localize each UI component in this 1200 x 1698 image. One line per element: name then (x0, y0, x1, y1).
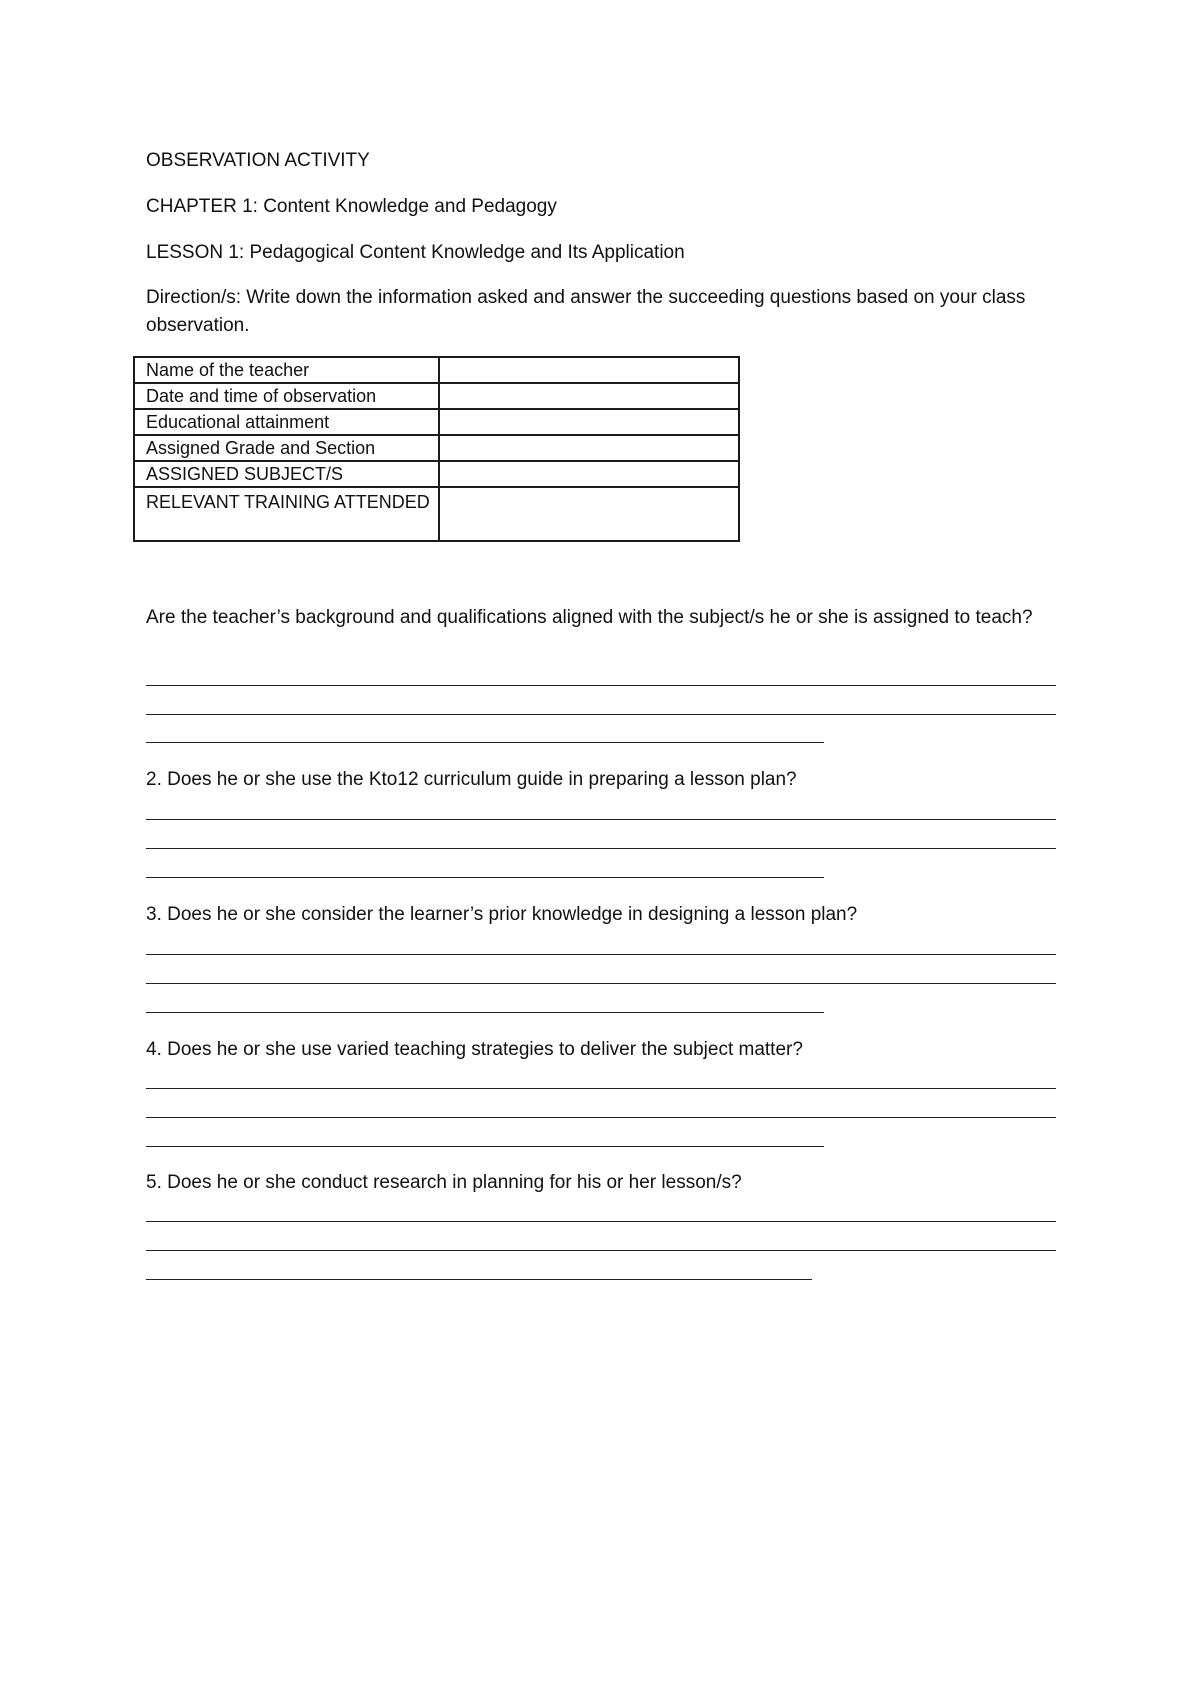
answer-line[interactable] (146, 1221, 1056, 1222)
answer-line[interactable] (146, 1012, 824, 1013)
question-3-text: 3. Does he or she consider the learner’s prior knowledge in designing a lesson plan? (146, 904, 858, 925)
table-row (134, 383, 739, 409)
table-row (134, 461, 739, 487)
row-label: Educational attainment (134, 409, 439, 435)
row-value-field[interactable] (439, 487, 739, 541)
table-row (134, 435, 739, 461)
activity-title: OBSERVATION ACTIVITY (146, 150, 370, 171)
answer-line[interactable] (146, 1088, 1056, 1089)
answer-line[interactable] (146, 742, 824, 743)
answer-line[interactable] (146, 819, 1056, 820)
answer-line[interactable] (146, 714, 1056, 715)
answer-line[interactable] (146, 685, 1056, 686)
question-5-text: 5. Does he or she conduct research in planning for his or her lesson/s? (146, 1172, 742, 1193)
question-4-text: 4. Does he or she use varied teaching strategies to deliver the subject matter? (146, 1039, 803, 1060)
directions-text: Direction/s: Write down the information asked and answer the succeeding questions based on your class observation. (146, 287, 1026, 336)
answer-line[interactable] (146, 1250, 1056, 1251)
row-value-field[interactable] (439, 409, 739, 435)
row-label: Name of the teacher (134, 357, 439, 383)
answer-line[interactable] (146, 954, 1056, 955)
lesson-heading: LESSON 1: Pedagogical Content Knowledge and Its Application (146, 242, 685, 263)
answer-line[interactable] (146, 983, 1056, 984)
question-2-text: 2. Does he or she use the Kto12 curriculum guide in preparing a lesson plan? (146, 769, 797, 790)
answer-line[interactable] (146, 848, 1056, 849)
row-value-field[interactable] (439, 383, 739, 409)
teacher-info-table (133, 356, 740, 542)
row-label: Date and time of observation (134, 383, 439, 409)
question-1-text: Are the teacher’s background and qualifications aligned with the subject/s he or she is assigned to teach? (146, 607, 1033, 628)
answer-line[interactable] (146, 1146, 824, 1147)
answer-line[interactable] (146, 1279, 812, 1280)
table-row (134, 357, 739, 383)
row-value-field[interactable] (439, 357, 739, 383)
row-label: ASSIGNED SUBJECT/S (134, 461, 439, 487)
table-row (134, 487, 739, 541)
row-value-field[interactable] (439, 461, 739, 487)
row-label: RELEVANT TRAINING ATTENDED (134, 487, 439, 541)
row-value-field[interactable] (439, 435, 739, 461)
answer-line[interactable] (146, 877, 824, 878)
row-label: Assigned Grade and Section (134, 435, 439, 461)
answer-line[interactable] (146, 1117, 1056, 1118)
table-row (134, 409, 739, 435)
chapter-heading: CHAPTER 1: Content Knowledge and Pedagogy (146, 196, 557, 217)
